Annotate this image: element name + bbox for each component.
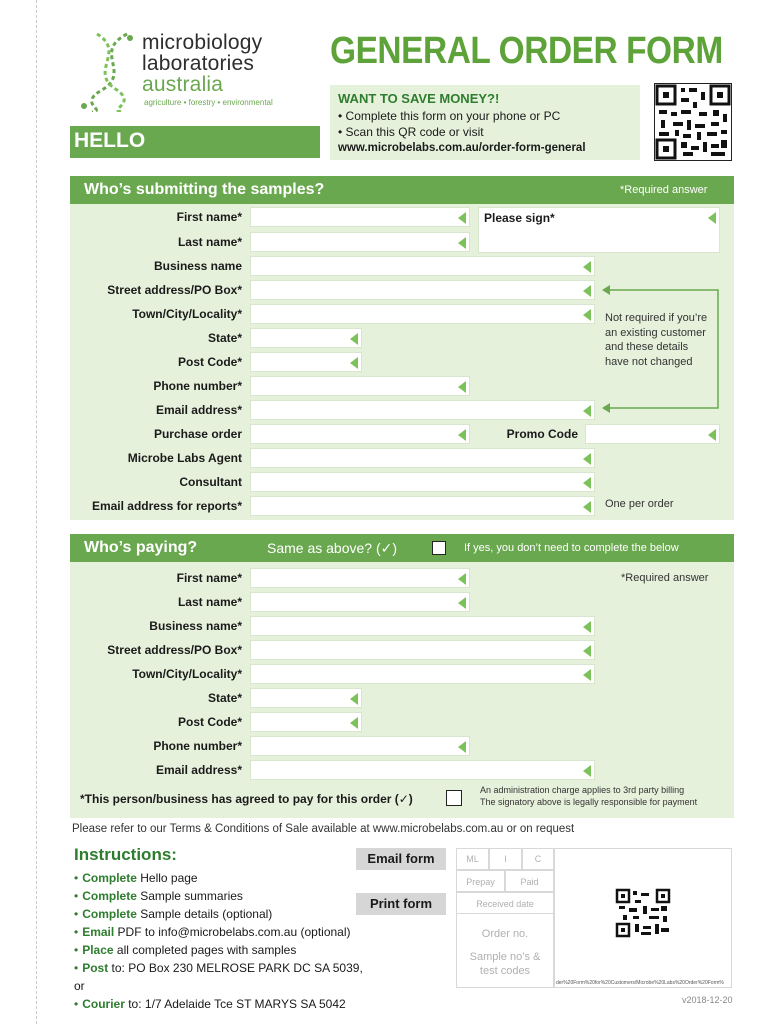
order-form-url[interactable]: www.microbelabs.com.au/order-form-general <box>338 142 586 154</box>
instruction-item: • Courier to: 1/7 Adelaide Tce ST MARYS SA 5042 <box>74 997 346 1011</box>
payer-business-field[interactable] <box>250 616 595 636</box>
label-payer-town: Town/City/Locality* <box>132 667 242 681</box>
label-post-code: Post Code* <box>177 355 242 369</box>
prepay-cell: Prepay <box>456 870 505 892</box>
label-payer-business: Business name* <box>149 619 242 633</box>
label-town: Town/City/Locality* <box>132 307 242 321</box>
print-form-button[interactable]: Print form <box>356 893 446 915</box>
label-payer-email: Email address* <box>155 763 242 777</box>
logo-tagline: agriculture • forestry • environmental <box>144 98 273 107</box>
payer-state-field[interactable] <box>250 688 362 708</box>
payer-first-name-field[interactable] <box>250 568 470 588</box>
payer-last-name-field[interactable] <box>250 592 470 612</box>
please-sign-label: Please sign* <box>484 211 555 225</box>
logo-line-1: microbiology <box>142 31 263 54</box>
signatory-note: The signatory above is legally responsible for payment <box>480 797 698 807</box>
same-as-above-checkbox[interactable] <box>432 541 446 555</box>
instruction-item: • Complete Sample summaries <box>74 889 243 903</box>
hello-bar: HELLO <box>70 126 320 158</box>
c-cell: C <box>522 848 554 870</box>
purchase-order-field[interactable] <box>250 424 470 444</box>
instruction-item: • Complete Sample details (optional) <box>74 907 273 921</box>
street-field[interactable] <box>250 280 595 300</box>
label-state: State* <box>207 331 242 345</box>
label-agent: Microbe Labs Agent <box>127 451 242 465</box>
label-promo-code: Promo Code <box>506 427 578 441</box>
i-cell: I <box>489 848 522 870</box>
label-first-name: First name* <box>176 210 242 224</box>
received-date-cell: Received date <box>456 892 554 914</box>
instruction-item: • Email PDF to info@microbelabs.com.au (optional) <box>74 925 351 939</box>
first-name-field[interactable] <box>250 207 470 227</box>
section-payer-title: Who’s paying? <box>84 539 198 556</box>
sample-nos-label: Sample no’s & test codes <box>469 951 541 977</box>
save-money-line-1: • Complete this form on your phone or PC <box>338 109 561 123</box>
cut-line <box>36 0 37 1024</box>
label-street: Street address/PO Box* <box>107 283 242 297</box>
not-required-note: Not required if you’re an existing customer and these details have not changed <box>605 312 708 368</box>
label-purchase-order: Purchase order <box>153 427 242 441</box>
section-payer-header <box>70 534 734 562</box>
business-name-field[interactable] <box>250 256 595 276</box>
terms-note: Please refer to our Terms & Conditions of Sale available at www.microbelabs.com.au or on request <box>72 823 575 835</box>
payer-town-field[interactable] <box>250 664 595 684</box>
email-form-button[interactable]: Email form <box>356 848 446 870</box>
payer-post-code-field[interactable] <box>250 712 362 732</box>
paid-cell: Paid <box>505 870 554 892</box>
same-as-above-label: Same as above? (✓) <box>267 540 398 556</box>
instructions-heading: Instructions: <box>74 845 177 864</box>
label-last-name: Last name* <box>177 235 242 249</box>
label-payer-state: State* <box>207 691 242 705</box>
promo-code-field[interactable] <box>585 424 720 444</box>
qr-code-icon[interactable] <box>654 83 732 161</box>
section-submitter-title: Who’s submitting the samples? <box>84 181 325 198</box>
logo-line-2: laboratories <box>142 52 255 75</box>
save-money-line-2: • Scan this QR code or visit <box>338 125 484 139</box>
payer-phone-field[interactable] <box>250 736 470 756</box>
town-field[interactable] <box>250 304 595 324</box>
instructions <box>74 845 364 1013</box>
order-no-label: Order no. <box>481 928 529 940</box>
agreed-to-pay-checkbox[interactable] <box>446 790 462 806</box>
one-per-order-note: One per order <box>605 498 674 510</box>
save-money-heading: WANT TO SAVE MONEY?! <box>338 91 500 106</box>
dna-helix-icon <box>72 32 142 112</box>
consultant-field[interactable] <box>250 472 595 492</box>
label-consultant: Consultant <box>179 475 242 489</box>
label-phone: Phone number* <box>153 379 242 393</box>
last-name-field[interactable] <box>250 232 470 252</box>
order-qr-code-icon <box>615 888 671 938</box>
version-label: v2018-12-20 <box>682 995 733 1005</box>
label-payer-phone: Phone number* <box>153 739 242 753</box>
instruction-item: • Place all completed pages with samples <box>74 943 297 957</box>
section-submitter-header <box>70 176 734 204</box>
state-field[interactable] <box>250 328 362 348</box>
label-payer-last-name: Last name* <box>177 595 242 609</box>
ml-cell: ML <box>456 848 489 870</box>
logo-line-3: australia <box>142 73 224 96</box>
qr-caption: der%20Form%20for%20Customers/Microbe%20Labs%20Order%20Form% <box>556 980 724 986</box>
label-payer-street: Street address/PO Box* <box>107 643 242 657</box>
label-email: Email address* <box>155 403 242 417</box>
label-email-reports: Email address for reports* <box>91 499 242 513</box>
logo <box>72 32 302 112</box>
label-payer-first-name: First name* <box>176 571 242 585</box>
instruction-item: • Post to: PO Box 230 MELROSE PARK DC SA 5039, or <box>74 961 363 993</box>
email-field[interactable] <box>250 400 595 420</box>
admin-charge-note: An administration charge applies to 3rd party billing <box>480 785 685 795</box>
agreed-to-pay-label: *This person/business has agreed to pay for this order (✓) <box>80 792 413 806</box>
agent-field[interactable] <box>250 448 595 468</box>
if-yes-note: If yes, you don’t need to complete the below <box>464 542 679 554</box>
required-note-2: *Required answer <box>621 572 709 584</box>
required-note: *Required answer <box>620 184 708 196</box>
phone-field[interactable] <box>250 376 470 396</box>
payer-email-field[interactable] <box>250 760 595 780</box>
post-code-field[interactable] <box>250 352 362 372</box>
instruction-item: • Complete Hello page <box>74 871 198 885</box>
label-payer-post-code: Post Code* <box>177 715 242 729</box>
save-money-box <box>330 85 640 160</box>
page-title: GENERAL ORDER FORM <box>330 30 723 72</box>
email-reports-field[interactable] <box>250 496 595 516</box>
label-business-name: Business name <box>153 259 242 273</box>
payer-street-field[interactable] <box>250 640 595 660</box>
